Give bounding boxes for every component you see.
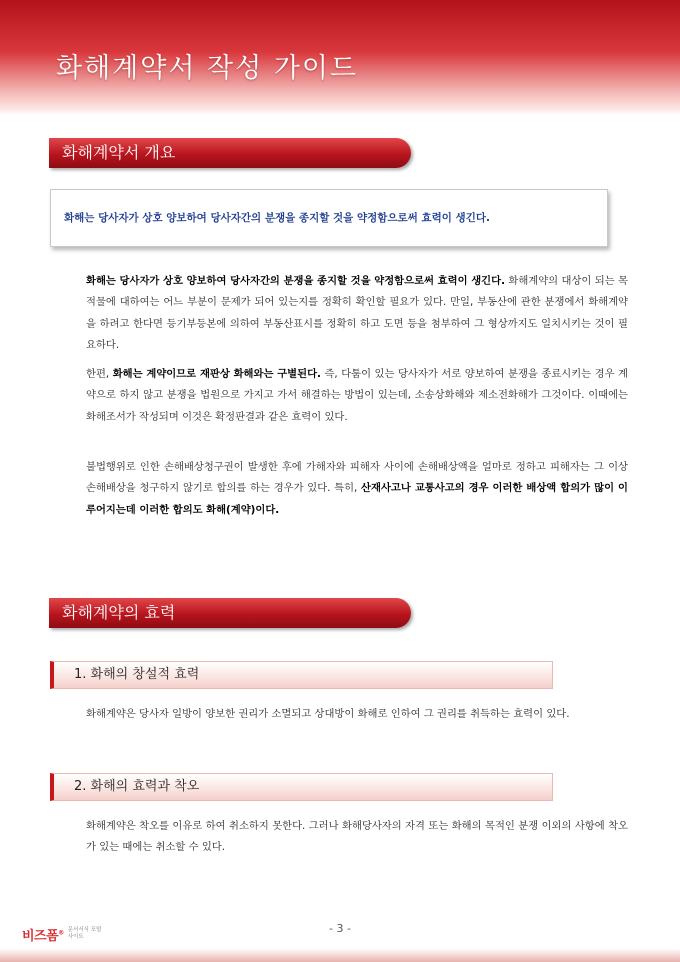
footer-band: [0, 948, 680, 962]
summary-box: [50, 189, 608, 247]
subsection-title-mistake: 2. 화해의 효력과 착오: [50, 773, 553, 801]
paragraph-bold: 화해는 계약이므로 재판상 화해와는 구별된다.: [112, 368, 321, 380]
paragraph-text: 즉, 다툼이 있는 당사자가 서로 양보하여 분쟁을 종료시키는 경우 계약으로 하지 않고 분쟁을 법원으로 가지고 가서 해결하는 방법이 있는데, 소송상화해와 제소전화해가 그것이다. 이때에는 화해조서가 작성되며 이것은 확정판결과 같은 효력이 있다.: [86, 368, 628, 423]
paragraph-bold: 산재사고나 교통사고의 경우 이러한 배상액 합의가 많이 이루어지는데 이러한 합의도 화해(계약)이다.: [86, 482, 628, 516]
page-title: 화해계약서 작성 가이드: [56, 53, 358, 84]
section-title-effect: 화해계약의 효력: [49, 598, 411, 628]
summary-text: 화해는 당사자가 상호 양보하여 당사자간의 분쟁을 종지할 것을 약정함으로써 효력이 생긴다.: [64, 212, 490, 224]
logo-tagline: 문서서식 포털사이트: [67, 927, 102, 940]
paragraph-overview-1: [86, 271, 628, 357]
paragraph-text: 한편,: [86, 368, 113, 380]
paragraph-overview-2: [86, 364, 628, 428]
paragraph-creative-effect: 화해계약은 당사자 일방이 양보한 권리가 소멸되고 상대방이 화해로 인하여 그 권리를 취득하는 효력이 있다.: [86, 708, 570, 720]
paragraph-bold: 화해는 당사자가 상호 양보하여 당사자간의 분쟁을 종지할 것을 약정함으로써 효력이 생긴다.: [86, 275, 505, 287]
paragraph-mistake: 화해계약은 착오를 이유로 하여 취소하지 못한다. 그러나 화해당사자의 자격 또는 화해의 목적인 분쟁 이외의 사항에 착오가 있는 때에는 취소할 수 있다.: [86, 820, 628, 854]
paragraph-text: 화해계약의 대상이 되는 목적물에 대하여는 어느 부분이 문제가 되어 있는지를 정확히 확인할 필요가 있다. 만일, 부동산에 관한 분쟁에서 화해계약을 하려고 한다면 등기부등본에 의하여 부동산표시를 정확히 하고 도면 등을 첨부하여 그 형상까지도 일치시키는 것이 필요하다.: [86, 275, 628, 352]
paragraph-overview-3: [86, 457, 628, 521]
paragraph-text: 불법행위로 인한 손해배상청구권이 발생한 후에 가해자와 피해자 사이에 손해배상액을 얼마로 정하고 피해자는 그 이상 손해배상을 청구하지 않기로 합의를 하는 경우가 있다. 특히,: [86, 461, 628, 495]
page-number: - 3 -: [329, 922, 351, 935]
logo-wordmark: 비즈폼®: [22, 928, 64, 944]
subsection-title-creative-effect: 1. 화해의 창설적 효력: [50, 661, 553, 689]
section-title-overview: 화해계약서 개요: [49, 138, 411, 168]
